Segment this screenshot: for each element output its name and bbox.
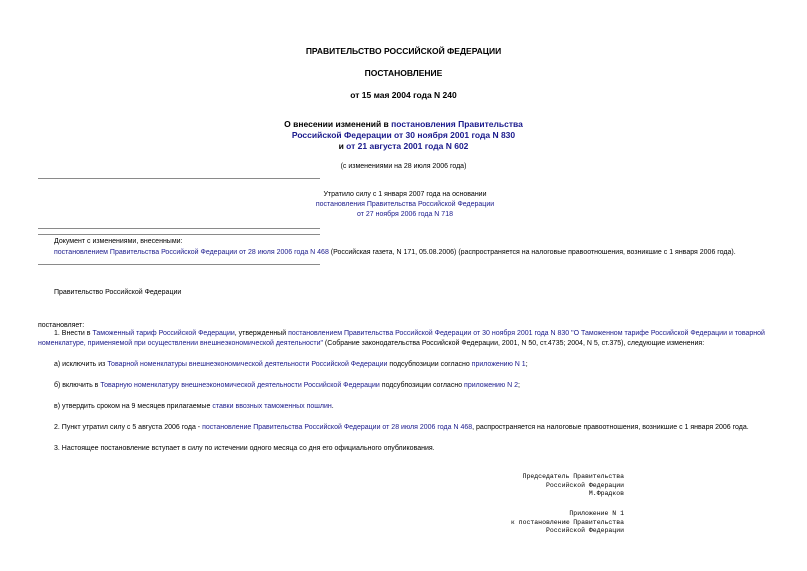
pb-link-appendix-2[interactable]: приложению N 2 (464, 382, 519, 389)
title-link-decrees[interactable]: постановления Правительства (391, 119, 523, 129)
pc-link-duty-rates[interactable]: ставки ввозных таможенных пошлин (212, 403, 332, 410)
appendix-heading (511, 510, 624, 536)
divider (38, 228, 320, 229)
document-title (0, 119, 807, 152)
amended-by-label: Документ с изменениями, внесенными: (54, 238, 183, 245)
pa-text-c: ; (525, 361, 528, 368)
paragraph-3: 3. Настоящее постановление вступает в силу по истечении одного месяца со дня его официального опубликования. (54, 445, 435, 452)
document-type: ПОСТАНОВЛЕНИЕ (364, 68, 443, 78)
pb-text-c: ; (518, 382, 520, 389)
p1-link-customs-tariff[interactable]: Таможенный тариф Российской Федерации (92, 330, 235, 337)
signature-block (523, 473, 624, 499)
title-link-decree-830[interactable]: Российской Федерации от 30 ноября 2001 года N 830 (291, 130, 516, 140)
pb-text-a: б) включить в (54, 382, 101, 389)
appendix-ref: к постановлению Правительства (510, 518, 624, 526)
amended-by-link[interactable]: постановлением Правительства Российской Федерации от 28 июля 2006 года N 468 (54, 249, 329, 256)
p1-text-b: , утвержденный (234, 330, 289, 337)
decrees-text: постановляет: (38, 322, 85, 329)
paragraph-b (54, 381, 784, 391)
p2-text-b: , распространяется на налоговые правоотношения, возникшие с 1 января 2006 года. (472, 424, 749, 431)
paragraph-2 (54, 423, 794, 433)
amended-by-source: (Российская газета, N 171, 05.08.2006) (распространяется на налоговые правоотношения, возникшие с 1 января 2006 года). (328, 249, 736, 256)
government-heading: ПРАВИТЕЛЬСТВО РОССИЙСКОЙ ФЕДЕРАЦИИ (305, 46, 502, 56)
amended-by-block (54, 237, 794, 258)
pa-text-a: а) исключить из (54, 361, 108, 368)
paragraph-c (54, 402, 784, 412)
p1-text-c: (Собрание законодательства Российской Федерации, 2001, N 50, ст.4735; 2004, N 5, ст.375), следующие изменения: (322, 340, 705, 347)
divider (38, 234, 320, 235)
title-text-and: и (338, 141, 347, 151)
document-date-number: от 15 мая 2004 года N 240 (350, 90, 457, 100)
p1-text-a: 1. Внести в (54, 330, 93, 337)
signature-title: Председатель Правительства (522, 473, 624, 480)
expired-link-decree[interactable]: постановления Правительства Российской Федерации (315, 201, 495, 208)
pc-text-a: в) утвердить сроком на 9 месяцев прилагаемые (54, 403, 213, 410)
expired-note (270, 190, 540, 220)
paragraph-a (54, 360, 784, 370)
title-text: О внесении изменений в (284, 119, 392, 129)
signature-name: М.Фрадков (588, 490, 624, 497)
amendments-note: (с изменениями на 28 июля 2006 года) (340, 163, 467, 170)
appendix-org: Российской Федерации (545, 527, 624, 534)
title-link-decree-602[interactable]: от 21 августа 2001 года N 602 (346, 141, 469, 151)
appendix-number: Приложение N 1 (569, 510, 624, 517)
pb-text-b: подсубпозиции согласно (379, 382, 465, 389)
paragraph-1 (38, 329, 776, 349)
divider (38, 264, 320, 265)
p1-link-decree-830[interactable]: постановлением Правительства Российской Федерации от 30 ноября 2001 года N 830 "О Таможенном тарифе Российской Федерации и товарной номенклатуре, применяемой при осуществлении внешнеэкономической деятельности" (38, 330, 765, 347)
pa-text-b: подсубпозиции согласно (387, 361, 472, 368)
issuer-text: Правительство Российской Федерации (54, 289, 182, 296)
signature-org: Российской Федерации (545, 481, 624, 489)
expired-link-date[interactable]: от 27 ноября 2006 года N 718 (357, 211, 453, 218)
divider (38, 178, 320, 179)
pa-link-nomenclature[interactable]: Товарной номенклатуры внешнеэкономической деятельности Российской Федерации (107, 361, 388, 368)
pc-text-b: . (331, 403, 334, 410)
p2-link-decree-468[interactable]: постановление Правительства Российской Федерации от 28 июля 2006 года N 468 (202, 424, 473, 431)
expired-text: Утратило силу с 1 января 2007 года на основании (323, 191, 487, 198)
pa-link-appendix-1[interactable]: приложению N 1 (471, 361, 526, 368)
p2-text-a: 2. Пункт утратил силу с 5 августа 2006 года - (54, 424, 203, 431)
pb-link-nomenclature[interactable]: Товарную номенклатуру внешнеэкономической деятельности Российской Федерации (100, 382, 380, 389)
